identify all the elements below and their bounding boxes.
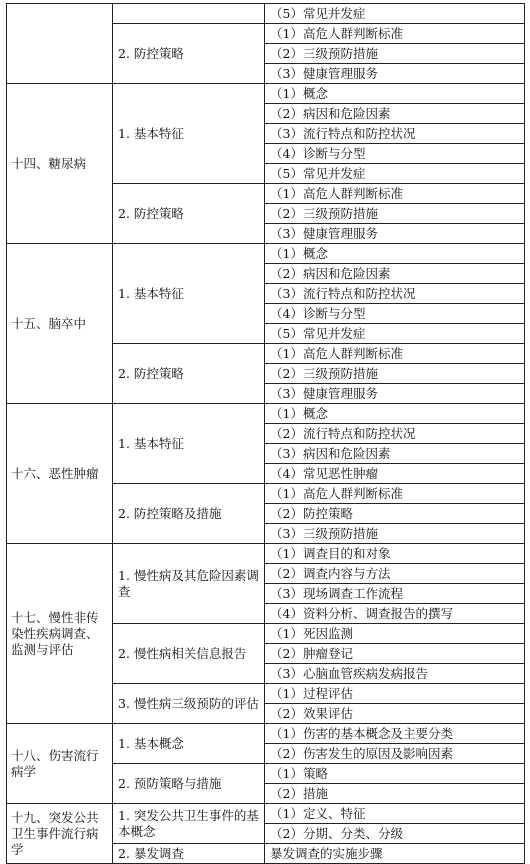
sub-item: （1）过程评估 bbox=[265, 684, 525, 704]
section-title bbox=[113, 4, 265, 24]
section-title: 1. 基本特征 bbox=[113, 404, 265, 484]
sub-item: （3）心脑血管疾病发病报告 bbox=[265, 664, 525, 684]
sub-item: （1）概念 bbox=[265, 84, 525, 104]
table-row bbox=[7, 4, 525, 24]
sub-item: （2）调查内容与方法 bbox=[265, 564, 525, 584]
sub-item: （2）防控策略 bbox=[265, 504, 525, 524]
chapter-title: 十九、突发公共卫生事件流行病学 bbox=[7, 804, 113, 864]
sub-item: （2）伤害发生的原因及影响因素 bbox=[265, 744, 525, 764]
table-row bbox=[7, 804, 525, 824]
sub-item: （1）高危人群判断标准 bbox=[265, 184, 525, 204]
sub-item: （1）高危人群判断标准 bbox=[265, 24, 525, 44]
chapter-title: 十五、脑卒中 bbox=[7, 244, 113, 404]
sub-item: （4）诊断与分型 bbox=[265, 144, 525, 164]
sub-item: （1）伤害的基本概念及主要分类 bbox=[265, 724, 525, 744]
table-row bbox=[7, 244, 525, 264]
sub-item: （3）病因和危险因素 bbox=[265, 444, 525, 464]
sub-item: （1）策略 bbox=[265, 764, 525, 784]
table-row bbox=[7, 84, 525, 104]
sub-item: （1）死因监测 bbox=[265, 624, 525, 644]
sub-item: （1）高危人群判断标准 bbox=[265, 484, 525, 504]
sub-item: （3）流行特点和防控状况 bbox=[265, 124, 525, 144]
sub-item: （2）病因和危险因素 bbox=[265, 264, 525, 284]
sub-item: （4）诊断与分型 bbox=[265, 304, 525, 324]
sub-item: （1）概念 bbox=[265, 244, 525, 264]
section-title: 2. 预防策略与措施 bbox=[113, 764, 265, 804]
chapter-title: 十四、糖尿病 bbox=[7, 84, 113, 244]
sub-item: （2）流行特点和防控状况 bbox=[265, 424, 525, 444]
syllabus-table bbox=[6, 3, 525, 864]
sub-item: （2）病因和危险因素 bbox=[265, 104, 525, 124]
section-title: 3. 慢性病三级预防的评估 bbox=[113, 684, 265, 724]
section-title: 2. 防控策略 bbox=[113, 24, 265, 84]
section-title: 1. 基本特征 bbox=[113, 244, 265, 344]
section-title: 1. 基本概念 bbox=[113, 724, 265, 764]
sub-item: （5）常见并发症 bbox=[265, 4, 525, 24]
table-row bbox=[7, 544, 525, 564]
chapter-title: 十七、慢性非传染性疾病调查、监测与评估 bbox=[7, 544, 113, 724]
section-title: 2. 暴发调查 bbox=[113, 844, 265, 864]
sub-item: （1）高危人群判断标准 bbox=[265, 344, 525, 364]
chapter-title: 十六、恶性肿瘤 bbox=[7, 404, 113, 544]
sub-item: （2）分期、分类、分级 bbox=[265, 824, 525, 844]
sub-item: （1）调查目的和对象 bbox=[265, 544, 525, 564]
sub-item: （1）定义、特征 bbox=[265, 804, 525, 824]
table-row bbox=[7, 404, 525, 424]
section-title: 1. 突发公共卫生事件的基本概念 bbox=[113, 804, 265, 844]
sub-item: （3）三级预防措施 bbox=[265, 524, 525, 544]
section-title: 2. 慢性病相关信息报告 bbox=[113, 624, 265, 684]
section-title: 2. 防控策略及措施 bbox=[113, 484, 265, 544]
sub-item: （2）三级预防措施 bbox=[265, 204, 525, 224]
sub-item: （2）三级预防措施 bbox=[265, 44, 525, 64]
section-title: 1. 基本特征 bbox=[113, 84, 265, 184]
sub-item: （2）措施 bbox=[265, 784, 525, 804]
sub-item: （3）健康管理服务 bbox=[265, 64, 525, 84]
sub-item: （3）健康管理服务 bbox=[265, 224, 525, 244]
sub-item: （1）概念 bbox=[265, 404, 525, 424]
sub-item: （3）流行特点和防控状况 bbox=[265, 284, 525, 304]
table-row bbox=[7, 724, 525, 744]
section-title: 2. 防控策略 bbox=[113, 184, 265, 244]
sub-item: （3）现场调查工作流程 bbox=[265, 584, 525, 604]
sub-item: （5）常见并发症 bbox=[265, 324, 525, 344]
syllabus-body bbox=[7, 4, 525, 864]
sub-item: （2）效果评估 bbox=[265, 704, 525, 724]
sub-item: （2）肿瘤登记 bbox=[265, 644, 525, 664]
sub-item: （4）常见恶性肿瘤 bbox=[265, 464, 525, 484]
chapter-title bbox=[7, 4, 113, 84]
sub-item: （3）健康管理服务 bbox=[265, 384, 525, 404]
section-title: 2. 防控策略 bbox=[113, 344, 265, 404]
sub-item: （2）三级预防措施 bbox=[265, 364, 525, 384]
sub-item: （5）常见并发症 bbox=[265, 164, 525, 184]
sub-item: （4）资料分析、调查报告的撰写 bbox=[265, 604, 525, 624]
sub-item: 暴发调查的实施步骤 bbox=[265, 844, 525, 864]
section-title: 1. 慢性病及其危险因素调查 bbox=[113, 544, 265, 624]
chapter-title: 十八、伤害流行病学 bbox=[7, 724, 113, 804]
